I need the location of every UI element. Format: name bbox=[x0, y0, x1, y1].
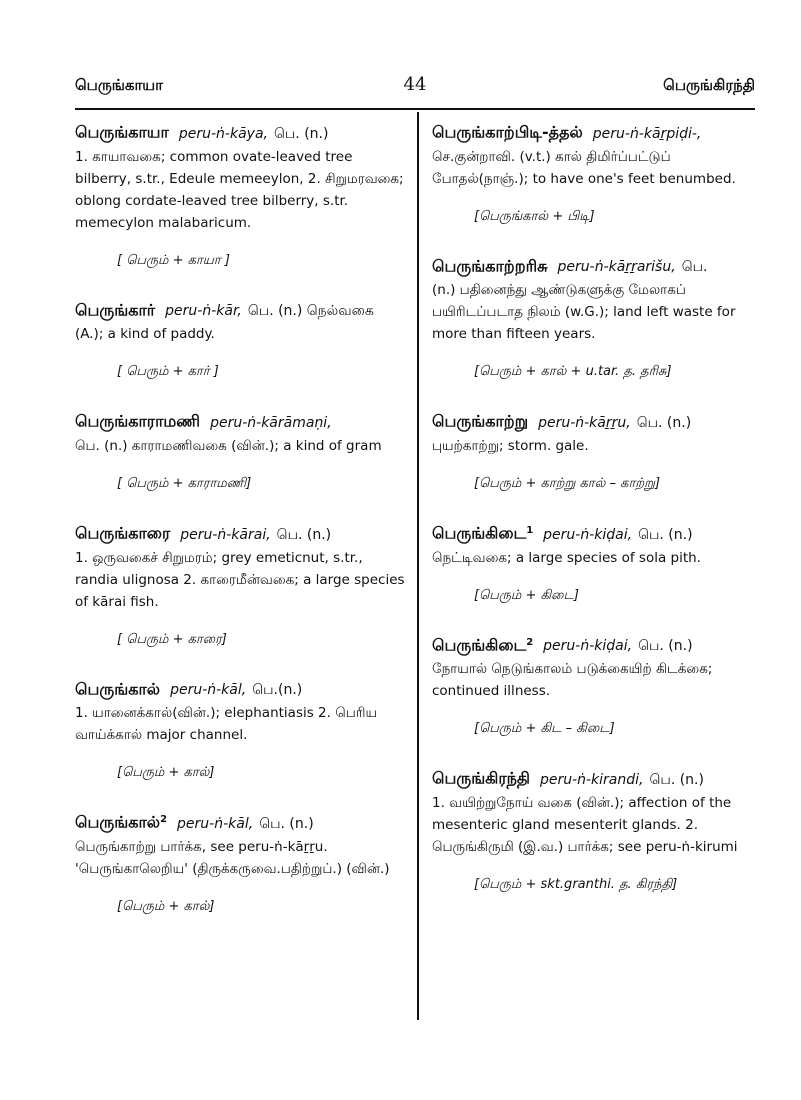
headword: பெருங்கால் bbox=[75, 679, 161, 699]
headword: பெருங்கார் bbox=[75, 300, 156, 320]
definition: பெருங்காற்று பார்க்க, see peru-ṅ-kāṟṟu. 'பெருங்காலெறிய' (திருக்கருவை.பதிற்றுப்.) (வின்.) bbox=[75, 838, 390, 877]
dictionary-entry bbox=[432, 764, 755, 896]
page-number: 44 bbox=[403, 74, 427, 95]
transliteration: peru-ṅ-kārai, bbox=[180, 526, 271, 543]
dictionary-entry bbox=[75, 519, 407, 651]
page-header bbox=[75, 70, 755, 106]
definition: செ.குன்றாவி. (v.t.) கால் திமிர்ப்பட்டுப் போதல்(நாஞ்.); to have one's feet benumbed. bbox=[432, 148, 736, 187]
grammar-label: பெ. (n.) bbox=[636, 414, 692, 431]
header-rule bbox=[75, 108, 755, 110]
homonym-number: 1 bbox=[526, 524, 534, 536]
homonym-number: 2 bbox=[160, 814, 168, 826]
etymology: [பெருங்கால் + பிடி] bbox=[474, 208, 595, 224]
dictionary-entry bbox=[75, 808, 407, 918]
etymology: [பெரும் + skt.granthi. த. கிரந்தி] bbox=[474, 876, 678, 892]
transliteration: peru-ṅ-kāṟpiḍi-, bbox=[592, 125, 702, 142]
dictionary-entry bbox=[75, 118, 407, 272]
etymology: [பெரும் + கால் + u.tar. த. தரிசு] bbox=[474, 364, 672, 380]
grammar-label: பெ. (n.) bbox=[276, 526, 332, 543]
headword: பெருங்காற்று bbox=[432, 411, 529, 431]
grammar-label: பெ. (n.) bbox=[638, 638, 693, 655]
etymology: [பெரும் + கால்] bbox=[117, 765, 215, 781]
dictionary-entry bbox=[75, 296, 407, 384]
etymology: [பெரும் + கால்] bbox=[117, 898, 215, 914]
definition: 1. காயாவகை; common ovate-leaved tree bilberry, s.tr., Edeule memeeylon, 2. சிறுமரவகை; oblong cordate-leaved tree bilberry, s.tr. memecylon malabaricum. bbox=[75, 148, 404, 231]
headword: பெருங்கால் bbox=[75, 812, 161, 832]
header-left-guide-word: பெருங்காயா bbox=[75, 76, 164, 94]
etymology: [பெரும் + கிடை] bbox=[474, 587, 579, 603]
left-column bbox=[75, 118, 407, 942]
dictionary-entry bbox=[432, 407, 755, 495]
headword: பெருங்காற்றரிசு bbox=[432, 256, 548, 276]
grammar-label: பெ. bbox=[681, 259, 708, 276]
definition: பெ. (n.) காராமணிவகை (வின்.); a kind of gram bbox=[75, 437, 382, 454]
grammar-label: பெ. (n.) bbox=[259, 815, 314, 832]
transliteration: peru-ṅ-kāl, bbox=[177, 815, 254, 832]
etymology: [ பெரும் + காரை] bbox=[117, 631, 227, 647]
transliteration: peru-ṅ-kār, bbox=[165, 303, 242, 320]
transliteration: peru-ṅ-kiḍai, bbox=[543, 638, 633, 655]
grammar-label: பெ.(n.) bbox=[252, 682, 303, 699]
etymology: [ பெரும் + காயா ] bbox=[117, 252, 230, 268]
dictionary-entry bbox=[432, 519, 755, 607]
dictionary-entry bbox=[432, 118, 755, 228]
grammar-label: பெ. (n.) நெல்வகை bbox=[247, 303, 374, 320]
dictionary-entry bbox=[75, 675, 407, 785]
headword: பெருங்கிரந்தி bbox=[432, 768, 530, 788]
transliteration: peru-ṅ-kāya, bbox=[178, 125, 268, 142]
dictionary-entry bbox=[432, 252, 755, 384]
transliteration: peru-ṅ-kāṟṟarišu, bbox=[557, 259, 676, 276]
headword: பெருங்காரை bbox=[75, 523, 171, 543]
homonym-number: 2 bbox=[526, 636, 534, 648]
headword: பெருங்கிடை bbox=[432, 635, 527, 655]
definition: புயற்காற்று; storm. gale. bbox=[432, 437, 589, 454]
transliteration: peru-ṅ-kirandi, bbox=[539, 771, 644, 788]
right-column bbox=[432, 118, 755, 920]
definition: 1. யானைக்கால்(வின்.); elephantiasis 2. பெரிய வாய்க்கால் major channel. bbox=[75, 705, 378, 744]
headword: பெருங்காராமணி bbox=[75, 411, 201, 431]
definition: 1. ஒருவகைச் சிறுமரம்; grey emeticnut, s.tr., randia ulignosa 2. காரைமீன்வகை; a large species of kārai fish. bbox=[75, 549, 405, 610]
header-right-guide-word: பெருங்கிரந்தி bbox=[663, 76, 755, 94]
headword: பெருங்கிடை bbox=[432, 523, 527, 543]
dictionary-entry bbox=[75, 407, 407, 495]
dictionary-entry bbox=[432, 631, 755, 741]
transliteration: peru-ṅ-kāṟṟu, bbox=[538, 414, 631, 431]
etymology: [ பெரும் + கார் ] bbox=[117, 364, 219, 380]
definition: (A.); a kind of paddy. bbox=[75, 326, 215, 343]
etymology: [பெரும் + காற்று கால் – காற்று] bbox=[474, 475, 661, 491]
transliteration: peru-ṅ-kāl, bbox=[170, 682, 247, 699]
grammar-label: பெ. (n.) bbox=[649, 771, 704, 788]
grammar-label: பெ. (n.) bbox=[273, 125, 329, 142]
transliteration: peru-ṅ-kārāmaṇi, bbox=[210, 414, 332, 431]
etymology: [ பெரும் + காராமணி] bbox=[117, 475, 252, 491]
definition: 1. வயிற்றுநோய் வகை (வின்.); affection of the mesenteric gland mesenterit glands. 2. பெருங்கிருமி (இ.வ.) பார்க்க; see peru-ṅ-kirumi bbox=[432, 794, 738, 855]
headword: பெருங்காற்பிடி-த்தல் bbox=[432, 122, 583, 142]
definition: நெட்டிவகை; a large species of sola pith. bbox=[432, 549, 701, 566]
grammar-label: பெ. (n.) bbox=[638, 526, 693, 543]
definition: நோயால் நெடுங்காலம் படுக்கையிற் கிடக்கை; continued illness. bbox=[432, 661, 713, 700]
definition: (n.) பதினைந்து ஆண்டுகளுக்கு மேலாகப் பயிரிடப்படாத நிலம் (w.G.); land left waste for more than fifteen years. bbox=[432, 282, 736, 343]
headword: பெருங்காயா bbox=[75, 122, 169, 142]
etymology: [பெரும் + கிட – கிடை] bbox=[474, 721, 615, 737]
column-divider bbox=[417, 112, 419, 1020]
transliteration: peru-ṅ-kiḍai, bbox=[543, 526, 633, 543]
